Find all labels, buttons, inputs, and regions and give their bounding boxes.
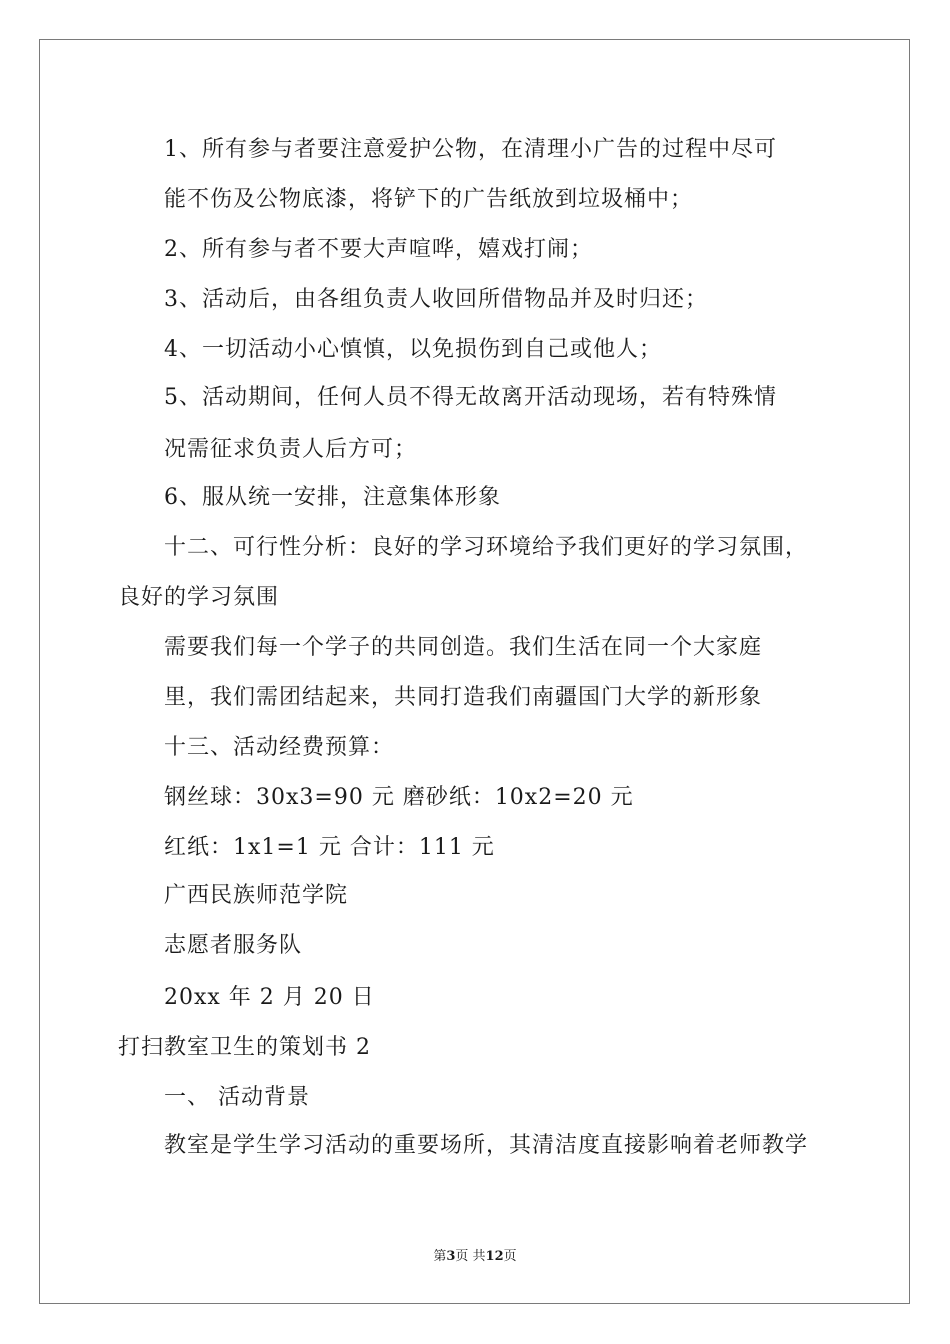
text-line: 钢丝球：30x3=90 元 磨砂纸：10x2=20 元 [164, 785, 634, 810]
text-line: 2、所有参与者不要大声喧哗，嬉戏打闹； [164, 237, 593, 262]
page-border [39, 39, 910, 1304]
text-line: 教室是学生学习活动的重要场所，其清洁度直接影响着老师教学 [164, 1133, 809, 1158]
page-footer [0, 1248, 950, 1266]
footer-mid: 页 共 [455, 1249, 486, 1264]
text-line: 3、活动后，由各组负责人收回所借物品并及时归还； [164, 287, 708, 312]
text-line: 能不伤及公物底漆，将铲下的广告纸放到垃圾桶中； [164, 187, 694, 212]
text-line: 广西民族师范学院 [164, 883, 349, 908]
text-line: 5、活动期间，任何人员不得无故离开活动现场，若有特殊情 [164, 385, 777, 410]
footer-total-pages: 12 [485, 1249, 504, 1264]
footer-prefix: 第 [433, 1249, 447, 1264]
footer-page-number: 3 [446, 1249, 456, 1264]
text-line: 6、服从统一安排，注意集体形象 [164, 485, 501, 510]
text-line: 需要我们每一个学子的共同创造。我们生活在同一个大家庭 [164, 635, 763, 660]
text-line: 4、一切活动小心慎慎，以免损伤到自己或他人； [164, 337, 662, 362]
text-line: 红纸：1x1=1 元 合计：111 元 [164, 835, 495, 860]
text-line: 志愿者服务队 [164, 933, 303, 958]
text-line: 1、所有参与者要注意爱护公物，在清理小广告的过程中尽可 [164, 137, 777, 162]
text-line: 十三、活动经费预算： [164, 735, 395, 760]
text-line: 况需征求负责人后方可； [164, 437, 418, 462]
footer-suffix: 页 [503, 1249, 517, 1264]
text-line: 良好的学习氛围 [118, 585, 280, 610]
text-line: 一、 活动背景 [164, 1085, 310, 1110]
text-line: 里，我们需团结起来，共同打造我们南疆国门大学的新形象 [164, 685, 763, 710]
text-line: 十二、可行性分析：良好的学习环境给予我们更好的学习氛围， [164, 535, 809, 560]
text-line: 20xx 年 2 月 20 日 [164, 985, 375, 1010]
section-title: 打扫教室卫生的策划书 2 [118, 1035, 371, 1060]
